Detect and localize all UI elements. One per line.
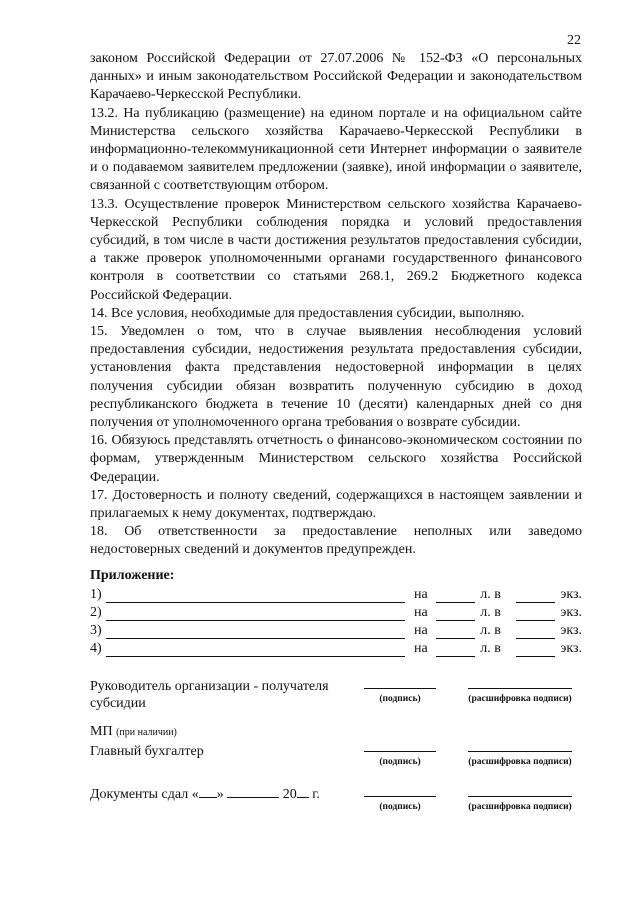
head-label-line1: Руководитель организации - получателя: [90, 679, 329, 694]
mp-note: (при наличии): [116, 727, 177, 738]
paragraph-personal-data: законом Российской Федерации от 27.07.2006 № 152-ФЗ «О персональных данных» и иным законодательством Российской Федерации и законодательством Карачаево-Черкесской Республики.: [90, 51, 582, 103]
copies-count-blank[interactable]: [516, 643, 556, 657]
na-label: на: [414, 623, 428, 638]
attachment-row: [90, 585, 582, 603]
copies-label: экз.: [560, 623, 583, 638]
pages-label: л. в: [480, 641, 501, 656]
pages-count-blank[interactable]: [436, 589, 476, 603]
pages-count-blank[interactable]: [436, 607, 476, 621]
accountant-label: Главный бухгалтер: [90, 744, 204, 759]
head-label-line2: субсидии: [90, 696, 146, 711]
mp-label: МП: [90, 724, 113, 739]
attachment-name-blank[interactable]: [106, 589, 405, 603]
head-signature-label: [90, 678, 329, 712]
signature-caption: (подпись): [379, 694, 421, 704]
signature-caption: (подпись): [379, 757, 421, 767]
stamp-label: [90, 723, 177, 741]
na-label: на: [414, 641, 428, 656]
copies-count-blank[interactable]: [516, 625, 556, 639]
paragraph-17: 17. Достоверность и полноту сведений, содержащихся в настоящем заявлении и прилагаемых к нему документах, подтверждаю.: [90, 487, 582, 522]
pages-label: л. в: [480, 587, 501, 602]
attachment-row: [90, 603, 582, 621]
attachment-name-blank[interactable]: [106, 625, 405, 639]
head-signature-line[interactable]: [364, 687, 436, 689]
decoding-caption: (расшифровка подписи): [468, 694, 572, 704]
submitter-decoding-line[interactable]: [468, 795, 572, 797]
attachment-number: 1): [90, 587, 102, 602]
docs-suffix: г.: [312, 787, 320, 802]
copies-label: экз.: [560, 641, 583, 656]
paragraph-15: 15. Уведомлен о том, что в случае выявления несоблюдения условий предоставления субсидии, недостижения результата предоставления субсидии, установления факта представления недостоверной информации в целях получения субсидии обязан возвратить полученную субсидию в доход республиканского бюджета в течение 10 (десяти) календарных дней со дня получения от уполномоченного органа требования о возврате субсидии.: [90, 324, 582, 431]
paragraph-16: 16. Обязуюсь представлять отчетность о финансово-экономическом состоянии по формам, утвержденным Министерством сельского хозяйства Российской Федерации.: [90, 433, 582, 485]
copies-count-blank[interactable]: [516, 607, 556, 621]
attachment-name-blank[interactable]: [106, 643, 405, 657]
copies-label: экз.: [560, 587, 583, 602]
documents-submitted-line: [90, 786, 320, 803]
year-blank[interactable]: [297, 786, 309, 798]
attachment-number: 3): [90, 623, 102, 638]
signature-caption: (подпись): [379, 802, 421, 812]
paragraph-18: 18. Об ответственности за предоставление неполных или заведомо недостоверных сведений и документов предупрежден.: [90, 524, 582, 558]
attachment-number: 2): [90, 605, 102, 620]
docs-prefix: Документы сдал «: [90, 787, 199, 802]
docs-mid: »: [216, 787, 224, 802]
head-decoding-line[interactable]: [468, 687, 572, 689]
pages-count-blank[interactable]: [436, 643, 476, 657]
document-body: [90, 50, 582, 560]
na-label: на: [414, 587, 428, 602]
accountant-signature-line[interactable]: [364, 750, 436, 752]
pages-label: л. в: [480, 605, 501, 620]
attachments-heading: Приложение:: [90, 568, 175, 583]
decoding-caption: (расшифровка подписи): [468, 802, 572, 812]
pages-count-blank[interactable]: [436, 625, 476, 639]
day-blank[interactable]: [199, 786, 217, 798]
copies-label: экз.: [560, 605, 583, 620]
submitter-signature-line[interactable]: [364, 795, 436, 797]
page-number: 22: [567, 33, 581, 48]
paragraph-13-2: 13.2. На публикацию (размещение) на едином портале и на официальном сайте Министерства сельского хозяйства Карачаево-Черкесской Республики в информационно-телекоммуникационной сети Интернет информации о заявителе и о подаваемом заявителем предложении (заявке), иной информации о заявителе, связанной с соответствующим отбором.: [90, 105, 582, 194]
paragraph-14: 14. Все условия, необходимые для предоставления субсидии, выполняю.: [90, 305, 525, 321]
decoding-caption: (расшифровка подписи): [468, 757, 572, 767]
pages-label: л. в: [480, 623, 501, 638]
attachment-number: 4): [90, 641, 102, 656]
paragraph-13-3: 13.3. Осуществление проверок Министерством сельского хозяйства Карачаево-Черкесской Республики соблюдения порядка и условий предоставления субсидий, в том числе в части достижения результатов предоставления субсидии, а также проверок уполномоченными органами государственного финансового контроля в соответствии со статьями 268.1, 269.2 Бюджетного кодекса Российской Федерации.: [90, 196, 582, 303]
na-label: на: [414, 605, 428, 620]
docs-year: 20: [282, 787, 297, 802]
accountant-decoding-line[interactable]: [468, 750, 572, 752]
month-blank[interactable]: [227, 786, 279, 798]
copies-count-blank[interactable]: [516, 589, 556, 603]
attachment-name-blank[interactable]: [106, 607, 405, 621]
attachment-row: [90, 639, 582, 657]
attachment-row: [90, 621, 582, 639]
